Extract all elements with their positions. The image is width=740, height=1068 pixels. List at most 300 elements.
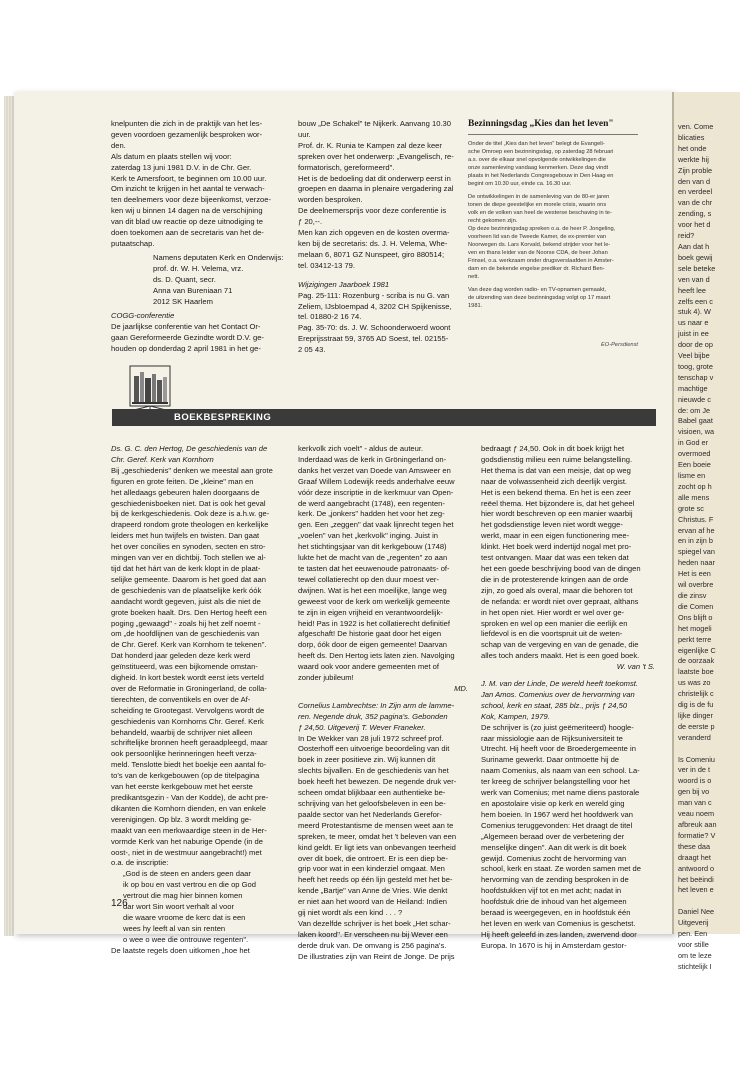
text-line: melaan 6, 8071 GZ Nunspeet, giro 880514;: [298, 249, 445, 259]
text-line: de Chr. Geref. Kerk van Kornhorn te tekenen".: [111, 640, 267, 650]
text-line: bedraagt ƒ 24,50. Ook in dit boek krijgt het: [481, 444, 625, 453]
next-page-fragment: veranderd: [678, 732, 711, 742]
article-paragraph: [468, 287, 656, 311]
text-line: „voelen" van het „kerkvolk" inging. Juist in: [298, 531, 439, 541]
text-line: Chr. Geref. Kerk van Kornhorn: [111, 454, 214, 464]
text-line: die waare vroome de kerc dat is een: [123, 912, 246, 922]
text-line: ken wij u binnen 14 dagen na de verschijning: [111, 206, 263, 216]
next-page-fragment: en verdeel: [678, 187, 713, 197]
next-page-fragment: dig is de fu: [678, 700, 714, 710]
text-line: Kerk te Amersfoort, te beginnen om 10.00 uur.: [111, 173, 267, 183]
text-line: van het eerste kerkgebouw met het eerste: [111, 782, 253, 792]
text-line: Ereprijsstraat 59, 3765 AD Soest, tel. 02155-: [298, 334, 449, 344]
text-line: boek in zeer positieve zin. Wij kunnen dit: [298, 755, 436, 765]
text-line: lukte het de macht van de „regenten" zo aan: [298, 553, 448, 563]
text-line: „Algemeen beraad over de verbetering der: [481, 831, 625, 841]
text-line: grip voor wat in een kinderziel omgaat. Men: [298, 864, 445, 874]
next-page-fragment: de eerste p: [678, 721, 715, 731]
next-page-fragment: draagt het: [678, 852, 711, 862]
cogg-heading: COGG-conferentie: [111, 311, 175, 321]
text-line: ter kreeg de schrijver belangstelling voor het: [481, 777, 631, 787]
text-line: de uitzending van deze bezinningsdag volgt op 17 maart: [468, 295, 611, 302]
text-line: meerd Protestantisme de mensen weet aan te: [298, 820, 454, 830]
next-page-fragment: Aan dat h: [678, 241, 710, 251]
next-page-fragment: perkt terre: [678, 634, 712, 644]
text-line: naar de volwassenheid zich deerlijk vergist.: [481, 476, 628, 486]
text-line: sche Omroep een bezinningsdag, op zaterdag 28 februari: [468, 148, 614, 155]
text-line: zijn, zo goed als overal, maar die behoren tot: [481, 585, 633, 595]
next-page-fragment: zelfs een c: [678, 296, 713, 306]
text-line: naam Comenius, als naam van een school. La-: [481, 766, 640, 776]
next-page-fragment: het beëindi: [678, 874, 714, 884]
text-line: 1981.: [468, 303, 483, 310]
next-page-fragment: laatste boe: [678, 667, 714, 677]
text-line: vertrout die mag hier binnen komen: [123, 891, 243, 901]
text-line: scheen omdat blijkbaar een authentieke be-: [298, 788, 446, 798]
text-line: de werd aangebracht (1748), een regenten-: [298, 498, 445, 508]
review-heading: [481, 679, 655, 723]
text-line: mingen van ver en dichtbij. Toch stellen we al-: [111, 553, 266, 563]
text-line: putaatschap.: [111, 238, 155, 248]
text-line: over de Reformatie in Groningerland, de colla-: [111, 683, 267, 693]
text-line: formatorisch, gereformeerd".: [298, 162, 395, 172]
text-line: alles toch anders maakt. Het is een goed boek.: [481, 651, 640, 661]
text-line: geven voordoen gezamenlijk besproken wor-: [111, 129, 263, 139]
next-page-fragment: die Comen: [678, 601, 714, 611]
text-line: drapeerd rondom grote theologen en kerkelijke: [111, 520, 269, 530]
text-line: schap van de vergeving en van de genade, die: [481, 640, 639, 650]
text-line: klinkt. Het boek werd indertijd nogal met pro-: [481, 542, 632, 552]
text-line: Noorwegen ds. Lars Korvald, bekend strijder voor het le-: [468, 241, 611, 248]
text-line: De schrijver is (zo juist geëmeriteerd) hoogle-: [481, 722, 634, 732]
text-line: ik op bou en vast vertrou en die op God: [123, 880, 256, 890]
text-line: gen. Een „zeggen" dat vaak lijnrecht tegen het: [298, 520, 454, 530]
next-page-fragment: ver in de t: [678, 765, 711, 775]
text-line: Suriname gewerkt. Daar ontmoette hij de: [481, 755, 620, 765]
text-line: derde druk van. De omvang is 256 pagina's.: [298, 940, 447, 950]
text-line: Jan Amos. Comenius over de hervorming van: [481, 689, 635, 699]
text-line: Men kan zich opgeven en de kosten overma-: [298, 228, 450, 238]
text-line: liefdevol is en die voortspruit uit de weten-: [481, 629, 623, 639]
top-left-column: [111, 119, 287, 355]
text-line: afgeschaft! De historie gaat door het eigen: [298, 629, 442, 639]
text-line: prof. dr. W. H. Velema, vrz.: [153, 263, 244, 273]
text-line: laken koord". Er verscheen nu bij Wever een: [298, 929, 448, 939]
wijzigingen-text: [298, 291, 462, 356]
next-page-fragment: overmoed: [678, 449, 711, 459]
text-line: in het open niet. Hier wordt er wel over ge-: [481, 607, 625, 617]
text-line: Ds. G. C. den Hertog, De geschiedenis van de: [111, 444, 268, 453]
text-line: „God is de steen en anders geen daar: [123, 869, 251, 879]
text-line: geschiedenisboeken niet. Dat is ook het geval: [111, 498, 266, 508]
text-line: Van dezelfde schrijver is het boek „Het schar-: [298, 918, 451, 928]
review-text: [481, 723, 655, 952]
text-line: hoofdstuk drie de inhoud van het algemeen: [481, 897, 627, 907]
review-text: [298, 444, 468, 684]
text-line: tel. 01880-2 16 74.: [298, 312, 362, 322]
next-page-fragment: Is Comeniu: [678, 754, 715, 764]
bezinningsdag-article: [468, 116, 656, 346]
next-page-fragment: christelijk c: [678, 689, 714, 699]
next-page-fragment: sele beteke: [678, 263, 716, 273]
text-line: ƒ 20,--.: [298, 217, 323, 227]
text-line: Bij „geschiedenis" denken we meestal aan grote: [111, 465, 273, 475]
text-line: kerk. De „jonkers" hadden het voor het zeg-: [298, 509, 445, 519]
text-line: het alledaags gebeuren halen doorgaans de: [111, 487, 260, 497]
text-line: school, kerk en staat, 285 blz., prijs ƒ 24,50: [481, 700, 628, 710]
review-signature: W. van 't S.: [616, 662, 655, 672]
text-line: het godsdienstige leven niet wordt wegge-: [481, 520, 623, 530]
text-line: a.s. over de elkaar snel opvolgende ontwikkelingen die: [468, 156, 606, 163]
text-line: hervorming van de zending besproken in de: [481, 875, 629, 885]
next-page-fragment: these daa: [678, 841, 711, 851]
text-line: reëel thema. Het bijzondere is, dat het geheel: [481, 498, 635, 508]
next-page-fragment: de: om Je: [678, 405, 711, 415]
text-line: Om inzicht te krijgen in het aantal te verwach-: [111, 184, 265, 194]
text-line: bij de kerkgeschiedenis. Ook deze is a.h.w. ge-: [111, 509, 270, 519]
next-page-fragment: antwoord o: [678, 863, 715, 873]
text-line: nett.: [468, 273, 480, 280]
text-line: ren. Negende druk, 352 pagina's. Gebonden: [298, 711, 448, 721]
text-line: selijke gemeente. Daarom is het goed dat aan: [111, 574, 266, 584]
text-line: het stichtingsjaar van dit kerkgebouw (1748): [298, 542, 447, 552]
text-line: Het thema is dat van een meisje, dat op weg: [481, 465, 631, 475]
next-page-fragment: woord is o: [678, 776, 712, 786]
next-page-fragment: juist in ee: [678, 329, 709, 339]
text-line: knelpunten die zich in de praktijk van het les-: [111, 119, 263, 128]
text-line: dam en de bekende engelse prediker dr. Richard Ben-: [468, 265, 605, 272]
text-line: predikantsgezin - Van der Kodde), de acht pre-: [111, 793, 269, 802]
text-line: groepen en daarna in plenaire vergadering zal: [298, 184, 454, 194]
text-line: Dat honderd jaar geleden deze kerk werd: [111, 651, 251, 661]
text-line: o.a. de inscriptie:: [111, 858, 169, 868]
next-page-fragment: Het is een: [678, 569, 711, 579]
text-line: gewijd. Comenius zocht de hervorming van: [481, 853, 627, 863]
next-page-fragment: afbreuk aan: [678, 820, 717, 829]
next-page-fragment: heeft lee: [678, 285, 706, 295]
next-page-fragment: Een boeie: [678, 460, 711, 470]
text-line: grote boeken haalt. Drs. Den Hertog heeft een: [111, 607, 267, 617]
next-page-fragment: de oorzaak: [678, 656, 715, 666]
text-line: Het is een bekend thema. En het is een zeer: [481, 487, 631, 497]
text-line: zonder jubileum!: [298, 673, 354, 683]
text-line: den.: [111, 140, 126, 150]
press-credit: EO-Persdienst: [601, 342, 638, 348]
next-page-fragment: [678, 896, 740, 907]
next-page-fragment: het onde: [678, 143, 707, 153]
next-page-fragment: spiegel van: [678, 547, 715, 557]
text-line: het een goede beschrijving bood van de dingen: [481, 563, 641, 573]
text-line: hier wordt beschreven op een manier waarbij: [481, 509, 633, 519]
text-line: De ontwikkelingen in de samenleving van de 80-er jaren: [468, 194, 610, 201]
next-page-fragment: en in zijn b: [678, 536, 713, 546]
text-line: paalde sector van het Nederlands Gerefor-: [298, 809, 442, 819]
signature-block: [111, 253, 287, 308]
text-line: Kok, Kampen, 1979.: [481, 711, 550, 721]
text-line: dikanten die Kornhorn dienden, en van enkele: [111, 803, 266, 813]
text-line: Als datum en plaats stellen wij voor:: [111, 151, 232, 161]
next-page-fragment: in God er: [678, 438, 709, 448]
text-line: uur.: [298, 129, 311, 139]
text-line: voorheen lid van de Tweede Kamer, de ex-premier van: [468, 233, 607, 240]
section-banner-label: BOEKBESPREKING: [174, 412, 272, 423]
next-page-fragment: grote sc: [678, 503, 704, 513]
text-line: geïnstitueerd, was een bijkomende omstan-: [111, 662, 258, 672]
text-line: 2012 SK Haarlem: [153, 296, 213, 306]
text-line: begint om 10.30 uur, einde ca. 16.30 uur.: [468, 180, 572, 187]
text-line: Het is de bedoeling dat dit onderwerp eerst in: [298, 173, 451, 183]
next-page-fragment: zocht op h: [678, 481, 712, 491]
next-page-fragment: alle mens: [678, 492, 710, 502]
page-edge-strip: [4, 96, 14, 936]
text-line: Anna van Bureniaan 71: [153, 285, 233, 295]
text-line: tierechten, de conventikels en over de Af-: [111, 694, 251, 704]
next-page-fragment: ven van d: [678, 274, 710, 284]
text-line: kerkvolk zich voelt" - aldus de auteur.: [298, 444, 424, 453]
text-line: schriftelijke bronnen heeft geraadpleegd, maar: [111, 738, 268, 748]
next-page-fragment: tenschap v: [678, 372, 714, 382]
next-page-fragment: om te leze: [678, 950, 712, 960]
next-page-fragment: gen bij vo: [678, 787, 710, 797]
text-line: dwijnen. Wat is het een moeilijke, lange weg: [298, 585, 447, 595]
next-page-edge: [672, 92, 740, 971]
next-page-fragment: stichtelijk I: [678, 961, 712, 971]
text-line: houden op donderdag 2 april 1981 in het ge-: [111, 344, 261, 354]
text-line: to's van de kerkgebouwen (op de titelpagina: [111, 771, 260, 781]
text-line: Pag. 35-70: ds. J. W. Schoonderwoerd woont: [298, 323, 451, 333]
inscription-poem: [111, 869, 289, 945]
text-line: ven en thans leider van de Noorse CDA, de heer Johan: [468, 249, 608, 256]
next-page-fragment: het mogeli: [678, 623, 712, 633]
text-line: verenigingen. Op blz. 3 wordt melding ge-: [111, 814, 252, 824]
text-line: danks het verzet van Doede van Amsweer en: [298, 465, 451, 475]
text-line: De deelnemersprijs voor deze conferentie is: [298, 206, 447, 216]
text-line: poging „gewaagd" - zoals hij het zelf noemt -: [111, 618, 261, 628]
text-line: Cornelius Lambrechtse: In Zijn arm de lamme-: [298, 700, 455, 710]
text-line: Utrecht. Hij heeft voor de Broedergemeente in: [481, 744, 636, 754]
text-line: hoofdstukken vijf tot en met acht; nadat in: [481, 886, 622, 896]
text-line: gij niet wordt als een kind . . . ?: [298, 908, 403, 918]
next-page-fragment: formatie? V: [678, 830, 716, 840]
text-line: onze samenleving vandaag kenmerken. Deze dag vindt: [468, 164, 609, 171]
next-page-fragment: ervan af he: [678, 525, 715, 535]
next-page-fragment: door de op: [678, 340, 713, 350]
next-page-fragment: heden naar: [678, 558, 715, 568]
next-page-fragment: man van c: [678, 798, 712, 808]
next-page-fragment: boek gewij: [678, 252, 713, 262]
next-page-fragment: toog, grote: [678, 361, 713, 371]
next-page-fragment: voor stille: [678, 939, 709, 949]
text-line: waard ook voor andere gemeenten met of: [298, 662, 439, 672]
text-line: leiders met hun twijfels en twisten. Dan gaat: [111, 531, 260, 541]
next-page-text: [674, 92, 740, 973]
text-line: In De Wekker van 28 juli 1972 schreef prof.: [298, 733, 444, 743]
text-line: die in de protesterende kringen aan de orde: [481, 574, 629, 584]
text-line: raar missiologie aan de Rijksuniversiteit te: [481, 733, 623, 743]
text-line: werkt, maar in een eigen functionering mee-: [481, 531, 630, 541]
text-line: sproken en wel op een manier die eerlijk en: [481, 618, 628, 628]
text-line: Europa. In 1670 is hij in Amsterdam gestor-: [481, 940, 627, 950]
next-page-fragment: us naar e: [678, 318, 709, 328]
text-line: Graaf Willem Lodewijk reeds anderhalve eeuw: [298, 476, 455, 486]
next-page-fragment: Veel bijbe: [678, 351, 710, 361]
review-column-1: [111, 444, 289, 957]
text-line: werk van Comenius; met name diens pastorale: [481, 788, 640, 798]
text-line: dorp, óók door de eigen gemeente! Daarvan: [298, 640, 448, 650]
next-page-fragment: ven. Come: [678, 122, 714, 131]
next-page-fragment: reid?: [678, 231, 695, 241]
article-paragraph: [468, 141, 656, 188]
conferentie-text: [298, 119, 462, 272]
text-line: aandacht wordt gegeven, juist als die niet de: [111, 596, 261, 606]
text-line: De illustraties zijn van Reint de Jonge. De prijs: [298, 951, 455, 961]
next-page-fragment: blicaties: [678, 132, 705, 142]
text-line: over dit boek, die ontroert. Er is een diep be-: [298, 853, 448, 863]
next-page-fragment: Ons blijft o: [678, 612, 713, 622]
kerk-onderwijs-text: [111, 119, 287, 250]
text-line: figuren en grote feiten. De „kleine" man en: [111, 476, 254, 486]
text-line: Namens deputaten Kerk en Onderwijs:: [153, 252, 284, 262]
text-line: volk en de volken van heel de westerse beschaving in te-: [468, 210, 612, 217]
text-line: de geschiedenis van de plaatselijke kerk óók: [111, 585, 262, 595]
text-line: oost-, niet in de westmuur aangebracht!) met: [111, 847, 262, 857]
review-column-2: [298, 444, 468, 963]
article-paragraph: [468, 194, 656, 281]
text-line: tonen de diepe geestelijke en morele crisis, waarin ons: [468, 202, 607, 209]
text-line: Comenius teruggevonden: Het draagt de titel: [481, 820, 633, 830]
text-line: tel. 03412-13 79.: [298, 260, 355, 270]
text-line: menselijke dingen". Aan dit werk is dit boek: [481, 842, 627, 852]
text-line: bouw „De Schakel" te Nijkerk. Aanvang 10.30: [298, 119, 451, 128]
text-line: tewel collatierecht op den duur moest ver-: [298, 574, 439, 584]
text-line: heeft het reeds op één lijn gesteld met het be-: [298, 875, 453, 885]
text-line: ook persoonlijke herinneringen heeft verza-: [111, 749, 257, 759]
next-page-fragment: lisme en: [678, 471, 706, 480]
text-line: digheid. In kort bestek wordt eerst iets verteld: [111, 673, 264, 683]
text-line: heeft ds. Den Hertog iets laten zien. Navolging: [298, 651, 455, 661]
text-line: en apostolaire visie op kerk en wereld ging: [481, 799, 625, 808]
text-line: beraad is weergegeven, en in hoofdstuk één: [481, 908, 631, 918]
text-line: recht gekomen zijn.: [468, 218, 518, 225]
next-page-fragment: Christus. F: [678, 514, 714, 524]
top-middle-column: [298, 119, 462, 356]
text-line: spreken, te meer, omdat het 't beleven van een: [298, 831, 457, 841]
review-heading: [111, 444, 289, 466]
next-page-fragment: Daniel Nee: [678, 907, 715, 917]
text-line: van dit blad uw reactie op deze uitnodiging te: [111, 217, 263, 227]
next-page-fragment: Babel gaat: [678, 416, 713, 426]
cogg-text: [111, 322, 287, 355]
next-page-fragment: us was zo: [678, 678, 711, 688]
review-text: [298, 734, 468, 963]
next-page-fragment: stuk 4). W: [678, 307, 711, 317]
text-line: heid! Pas in 1922 is het collatierecht definitief: [298, 618, 450, 628]
text-line: kende „Bartje" van Anne de Vries. Wie denkt: [298, 886, 448, 896]
text-line: om „de hoofdlijnen van de geschiedenis van: [111, 629, 260, 639]
next-page-fragment: pen. Een: [678, 929, 708, 939]
text-line: doen toekomen aan de secretaris van het de-: [111, 228, 264, 238]
text-line: Onder de titel „Kies dan het leven" belegt de Evangeli-: [468, 141, 605, 147]
text-line: Zeliem, IJsbIoempad 4, 3202 CH Spijkenisse,: [298, 301, 452, 311]
text-line: Pag. 25-111: Rozenburg - scriba is nu G. van: [298, 290, 450, 300]
text-line: Frinsel, o.a. werkzaam onder drugsverslaafden in Amster-: [468, 257, 614, 264]
review-text: [481, 444, 655, 662]
text-line: scheiding te Grootegast. Vervolgens wordt de: [111, 705, 265, 715]
text-line: J. M. van der Linde, De wereld heeft toekomst.: [481, 679, 639, 689]
text-line: wees hy leeft al van sin renten: [123, 923, 226, 933]
wijzigingen-heading: Wijzigingen Jaarboek 1981: [298, 279, 390, 289]
text-line: Hij heeft geleefd in zes landen, zwervend door: [481, 929, 637, 939]
next-page-fragment: machtige: [678, 383, 708, 393]
next-page-fragment: zending, s: [678, 209, 712, 219]
text-line: er niet aan het woord van de Heiland: Indien: [298, 897, 448, 907]
title-rule: [468, 134, 638, 135]
next-page-fragment: visioen, wa: [678, 427, 715, 437]
next-page-fragment: het leven e: [678, 885, 714, 895]
review-heading: [298, 701, 468, 734]
next-page-fragment: [678, 744, 740, 755]
text-line: hem boeien. In 1967 werd het hoofdwerk van: [481, 809, 633, 819]
text-line: godsdienstig milieu een ruime belangstelling.: [481, 454, 633, 464]
article-title: Bezinningsdag „Kies dan het leven": [468, 119, 614, 129]
text-line: De jaarlijkse conferentie van het Contact Or-: [111, 322, 261, 332]
next-page-fragment: werkte hij: [678, 154, 709, 164]
text-line: vormde Kerk van het naburige Opende (in de: [111, 836, 263, 846]
text-line: vóór deze inscriptie in de kerkmuur van Open-: [298, 487, 454, 497]
next-page-fragment: veau noem: [678, 809, 715, 819]
text-line: het leven en werk van Comenius is geschetst.: [481, 918, 636, 928]
text-line: tijd dat het hárt van de kerk klopt in de plaat-: [111, 563, 261, 573]
text-line: ten deelnemers voor deze bijeenkomst, verzoe-: [111, 195, 271, 205]
text-line: test ontvangen. Maar dat was een teken dat: [481, 553, 629, 563]
text-line: 2 05 43.: [298, 345, 326, 355]
next-page-fragment: lijke dinger: [678, 710, 713, 720]
next-page-fragment: van de chr: [678, 198, 713, 208]
text-line: Inderdaad was de kerk in Gröningerland on-: [298, 454, 447, 464]
text-line: spreken over het onderwerp: „Evangelisch, re-: [298, 151, 454, 161]
next-page-fragment: die zinsv: [678, 590, 707, 600]
next-page-fragment: eigenlijke C: [678, 645, 716, 655]
next-page-fragment: den van d: [678, 176, 711, 186]
review-column-3: [481, 444, 655, 952]
next-page-fragment: voor het d: [678, 220, 711, 230]
text-line: behandeld, waarbij de schrijver niet alleen: [111, 727, 253, 737]
text-line: schrijving van het geloofsbeleven in een be-: [298, 799, 446, 808]
text-line: ds. D. Quant, secr.: [153, 274, 216, 284]
text-line: Oosterhoff een uitvoerige beoordeling van dit: [298, 744, 450, 754]
text-line: ken bij de secretaris: ds. J. H. Velema, Whe-: [298, 238, 448, 248]
page-number: 126: [111, 898, 128, 909]
text-line: geweest voor de kerk om werkelijk gemeente: [298, 596, 450, 606]
text-line: te tasten dat het eeuwenoude patronaats- of-: [298, 563, 450, 573]
text-line: het over concilies en synoden, secten en stro-: [111, 542, 266, 552]
text-line: o wee o wee die ontrouwe regenten".: [123, 934, 249, 944]
text-line: de nefanda: er wordt niet over gepraat, althans: [481, 596, 639, 606]
text-line: zaterdag 13 juni 1981 D.V. in de Chr. Ger.: [111, 162, 252, 172]
review-signature: MD.: [454, 683, 468, 693]
text-line: ƒ 24,50. Uitgeverij T. Wever Franeker.: [298, 722, 426, 732]
text-line: Op deze bezinningsdag spreken o.a. de heer P. Jongeling,: [468, 226, 616, 233]
text-line: maakt van een merkwaardige steen in de Her-: [111, 825, 267, 835]
review-text: [111, 466, 289, 870]
text-line: Van deze dag worden radio- en TV-opnamen gemaakt,: [468, 287, 606, 294]
text-line: dar wort Sin woort verhalt al voor: [123, 902, 234, 912]
text-line: slechts bijvallen. En de geschiedenis van het: [298, 766, 449, 776]
next-page-fragment: Uitgeverij: [678, 918, 709, 928]
next-page-fragment: Zijn proble: [678, 165, 713, 175]
text-line: school, kerk en staat. Ze worden samen met de: [481, 864, 641, 874]
text-line: boek heeft het bewezen. De negende druk ver-: [298, 777, 457, 787]
